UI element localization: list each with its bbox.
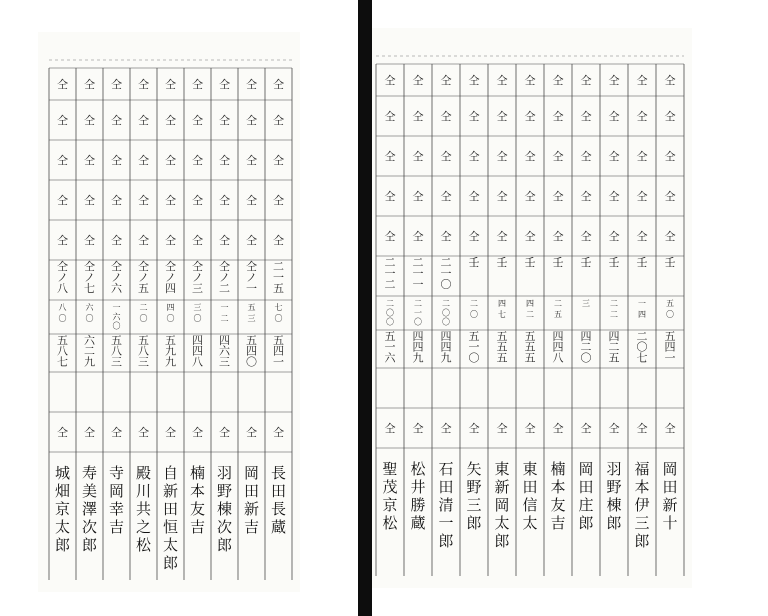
ditto-mark: 仝 <box>384 74 396 87</box>
lot-value: 七〇 <box>274 303 283 323</box>
ditto-mark: 仝 <box>468 150 480 163</box>
ditto-mark: 仝 <box>111 78 122 91</box>
lot-value: 五四〇 <box>246 334 257 369</box>
ditto-mark: 仝 <box>273 154 284 167</box>
ditto-mark: 仝 <box>192 234 203 247</box>
ditto-mark: 仝 <box>664 422 676 435</box>
ditto-mark: 仝 <box>636 74 648 87</box>
ditto-mark: 仝 <box>524 74 536 87</box>
ditto-mark: 仝 <box>165 154 176 167</box>
lot-value: 二〇 <box>139 303 148 323</box>
lot-value: 五五五 <box>524 330 536 365</box>
ditto-mark: 仝 <box>219 114 230 127</box>
ditto-mark: 仝 <box>111 154 122 167</box>
lot-value: 五〇 <box>666 299 674 319</box>
ditto-mark: 仝 <box>552 74 564 87</box>
ditto-mark: 仝 <box>273 114 284 127</box>
ditto-mark: 仝 <box>57 154 68 167</box>
ditto-mark: 仝 <box>664 230 676 243</box>
ditto-mark: 仝 <box>440 230 452 243</box>
lot-value: 一四 <box>638 299 646 319</box>
ditto-mark: 仝 <box>664 190 676 203</box>
ditto-mark: 仝 <box>138 78 149 91</box>
ditto-mark: 仝 <box>111 426 122 439</box>
lot-value: 仝ノ五 <box>138 260 149 295</box>
ditto-mark: 仝 <box>219 426 230 439</box>
lot-value: 壬 <box>468 256 480 269</box>
ditto-mark: 仝 <box>192 114 203 127</box>
owner-name: 羽野棟郎 <box>606 460 622 532</box>
lot-value: 壬 <box>524 256 536 269</box>
lot-value: 四〇 <box>166 303 175 323</box>
lot-value: 四四八 <box>552 330 564 365</box>
ditto-mark: 仝 <box>111 234 122 247</box>
ditto-mark: 仝 <box>608 74 620 87</box>
lot-value: 五八三 <box>111 334 122 369</box>
ditto-mark: 仝 <box>580 230 592 243</box>
lot-value: 二〇〇 <box>386 299 394 327</box>
ditto-mark: 仝 <box>192 78 203 91</box>
ditto-mark: 仝 <box>664 150 676 163</box>
ditto-mark: 仝 <box>580 74 592 87</box>
ditto-mark: 仝 <box>273 426 284 439</box>
lot-value: 六〇 <box>85 303 94 323</box>
ditto-mark: 仝 <box>636 422 648 435</box>
ditto-mark: 仝 <box>384 230 396 243</box>
ditto-mark: 仝 <box>412 230 424 243</box>
ditto-mark: 仝 <box>273 194 284 207</box>
lot-value: 五四一 <box>664 330 676 365</box>
lot-value: 四六三 <box>219 334 230 369</box>
lot-value: 二一五 <box>273 260 284 295</box>
right-page <box>372 28 692 588</box>
ditto-mark: 仝 <box>273 78 284 91</box>
ditto-mark: 仝 <box>664 74 676 87</box>
ditto-mark: 仝 <box>138 234 149 247</box>
owner-name: 福本伊三郎 <box>634 460 650 550</box>
ditto-mark: 仝 <box>496 422 508 435</box>
ditto-mark: 仝 <box>608 150 620 163</box>
lot-value: 二〇七 <box>636 330 648 365</box>
ditto-mark: 仝 <box>84 154 95 167</box>
ditto-mark: 仝 <box>468 230 480 243</box>
lot-value: 四七 <box>498 299 506 319</box>
ditto-mark: 仝 <box>608 190 620 203</box>
lot-value: 五一六 <box>384 330 396 365</box>
lot-value: 仝ノ二 <box>219 260 230 295</box>
ditto-mark: 仝 <box>246 154 257 167</box>
lot-value: 壬 <box>608 256 620 269</box>
owner-name: 羽野棟次郎 <box>216 464 233 554</box>
ditto-mark: 仝 <box>636 230 648 243</box>
ditto-mark: 仝 <box>57 234 68 247</box>
lot-value: 仝ノ七 <box>84 260 95 295</box>
ditto-mark: 仝 <box>84 234 95 247</box>
owner-name: 石田清一郎 <box>438 460 454 550</box>
ditto-mark: 仝 <box>384 422 396 435</box>
ditto-mark: 仝 <box>246 426 257 439</box>
lot-value: 四四九 <box>440 330 452 365</box>
lot-value: 仝ノ四 <box>165 260 176 295</box>
ditto-mark: 仝 <box>468 190 480 203</box>
ditto-mark: 仝 <box>496 74 508 87</box>
owner-name: 岡田新吉 <box>243 464 260 536</box>
owner-name: 矢野三郎 <box>466 460 482 532</box>
ditto-mark: 仝 <box>192 194 203 207</box>
lot-value: 一六〇 <box>112 303 121 331</box>
lot-value: 六二九 <box>84 334 95 369</box>
lot-value: 二五 <box>554 299 562 319</box>
ditto-mark: 仝 <box>165 426 176 439</box>
ditto-mark: 仝 <box>412 422 424 435</box>
ditto-mark: 仝 <box>57 114 68 127</box>
ditto-mark: 仝 <box>192 154 203 167</box>
ditto-mark: 仝 <box>552 230 564 243</box>
owner-name: 東田信太 <box>522 460 538 532</box>
lot-value: 五九九 <box>165 334 176 369</box>
ditto-mark: 仝 <box>219 234 230 247</box>
lot-value: 仝ノ一 <box>246 260 257 295</box>
owner-name: 自新田恒太郎 <box>162 464 179 572</box>
lot-value: 二二 <box>610 299 618 319</box>
ditto-mark: 仝 <box>165 194 176 207</box>
lot-value: 二〇〇 <box>442 299 450 327</box>
ditto-mark: 仝 <box>496 230 508 243</box>
lot-value: 壬 <box>636 256 648 269</box>
owner-name: 楠本友吉 <box>189 464 206 536</box>
lot-value: 八〇 <box>58 303 67 323</box>
ditto-mark: 仝 <box>57 194 68 207</box>
ditto-mark: 仝 <box>552 190 564 203</box>
left-register-table <box>38 32 300 592</box>
owner-name: 楠本友吉 <box>550 460 566 532</box>
ditto-mark: 仝 <box>580 110 592 123</box>
lot-value: 五三 <box>247 303 256 323</box>
ditto-mark: 仝 <box>384 150 396 163</box>
ditto-mark: 仝 <box>440 190 452 203</box>
ditto-mark: 仝 <box>496 190 508 203</box>
lot-value: 壬 <box>552 256 564 269</box>
ditto-mark: 仝 <box>580 422 592 435</box>
ditto-mark: 仝 <box>57 78 68 91</box>
ditto-mark: 仝 <box>57 426 68 439</box>
lot-value: 三 <box>582 299 590 308</box>
ditto-mark: 仝 <box>580 190 592 203</box>
ditto-mark: 仝 <box>636 190 648 203</box>
ditto-mark: 仝 <box>440 74 452 87</box>
left-page <box>38 32 300 592</box>
ditto-mark: 仝 <box>219 154 230 167</box>
lot-value: 四四九 <box>412 330 424 365</box>
book-spine <box>358 0 372 616</box>
owner-name: 城畑京太郎 <box>54 464 71 554</box>
ditto-mark: 仝 <box>138 154 149 167</box>
lot-value: 四四八 <box>192 334 203 369</box>
lot-value: 五五五 <box>496 330 508 365</box>
lot-value: 五一〇 <box>468 330 480 365</box>
ditto-mark: 仝 <box>552 422 564 435</box>
lot-value: 二〇 <box>470 299 478 319</box>
ditto-mark: 仝 <box>468 110 480 123</box>
lot-value: 壬 <box>664 256 676 269</box>
ditto-mark: 仝 <box>636 150 648 163</box>
ditto-mark: 仝 <box>273 234 284 247</box>
ditto-mark: 仝 <box>468 74 480 87</box>
ditto-mark: 仝 <box>636 110 648 123</box>
ditto-mark: 仝 <box>246 234 257 247</box>
ditto-mark: 仝 <box>524 230 536 243</box>
lot-value: 一二 <box>220 303 229 323</box>
ditto-mark: 仝 <box>608 110 620 123</box>
lot-value: 仝ノ八 <box>57 260 68 295</box>
ditto-mark: 仝 <box>552 150 564 163</box>
ditto-mark: 仝 <box>246 78 257 91</box>
ditto-mark: 仝 <box>524 190 536 203</box>
ditto-mark: 仝 <box>246 114 257 127</box>
owner-name: 松井勝蔵 <box>410 460 426 532</box>
ditto-mark: 仝 <box>111 194 122 207</box>
ditto-mark: 仝 <box>440 110 452 123</box>
lot-value: 二一〇 <box>414 299 422 327</box>
ditto-mark: 仝 <box>664 110 676 123</box>
lot-value: 四二〇 <box>580 330 592 365</box>
lot-value: 五八七 <box>57 334 68 369</box>
ditto-mark: 仝 <box>524 150 536 163</box>
ditto-mark: 仝 <box>84 78 95 91</box>
ditto-mark: 仝 <box>412 150 424 163</box>
lot-value: 二一〇 <box>440 256 452 291</box>
owner-name: 寿美澤次郎 <box>81 464 98 554</box>
lot-value: 二一一 <box>412 256 424 291</box>
lot-value: 壬 <box>580 256 592 269</box>
owner-name: 岡田新十 <box>662 460 678 532</box>
ditto-mark: 仝 <box>138 426 149 439</box>
owner-name: 東新岡太郎 <box>494 460 510 550</box>
ditto-mark: 仝 <box>138 194 149 207</box>
ditto-mark: 仝 <box>165 114 176 127</box>
ditto-mark: 仝 <box>412 74 424 87</box>
ditto-mark: 仝 <box>84 194 95 207</box>
ditto-mark: 仝 <box>608 422 620 435</box>
ditto-mark: 仝 <box>412 110 424 123</box>
ditto-mark: 仝 <box>524 110 536 123</box>
ditto-mark: 仝 <box>524 422 536 435</box>
ditto-mark: 仝 <box>246 194 257 207</box>
lot-value: 四二五 <box>608 330 620 365</box>
lot-value: 二一二 <box>384 256 396 291</box>
ditto-mark: 仝 <box>165 234 176 247</box>
owner-name: 寺岡幸吉 <box>108 464 125 536</box>
ditto-mark: 仝 <box>384 190 396 203</box>
owner-name: 聖茂京松 <box>382 460 398 532</box>
lot-value: 仝ノ三 <box>192 260 203 295</box>
ditto-mark: 仝 <box>84 114 95 127</box>
lot-value: 仝ノ六 <box>111 260 122 295</box>
ditto-mark: 仝 <box>552 110 564 123</box>
lot-value: 四二 <box>526 299 534 319</box>
ditto-mark: 仝 <box>412 190 424 203</box>
owner-name: 殿川共之松 <box>135 464 152 554</box>
ditto-mark: 仝 <box>440 422 452 435</box>
ditto-mark: 仝 <box>111 114 122 127</box>
ditto-mark: 仝 <box>384 110 396 123</box>
lot-value: 五八三 <box>138 334 149 369</box>
ditto-mark: 仝 <box>496 110 508 123</box>
lot-value: 三〇 <box>193 303 202 323</box>
ditto-mark: 仝 <box>84 426 95 439</box>
lot-value: 五四一 <box>273 334 284 369</box>
ditto-mark: 仝 <box>138 114 149 127</box>
ditto-mark: 仝 <box>165 78 176 91</box>
ditto-mark: 仝 <box>192 426 203 439</box>
ditto-mark: 仝 <box>219 78 230 91</box>
ditto-mark: 仝 <box>496 150 508 163</box>
owner-name: 長田長蔵 <box>270 464 287 536</box>
ditto-mark: 仝 <box>608 230 620 243</box>
right-register-table <box>372 28 692 588</box>
ditto-mark: 仝 <box>580 150 592 163</box>
owner-name: 岡田庄郎 <box>578 460 594 532</box>
lot-value: 壬 <box>496 256 508 269</box>
ditto-mark: 仝 <box>219 194 230 207</box>
ditto-mark: 仝 <box>440 150 452 163</box>
ditto-mark: 仝 <box>468 422 480 435</box>
